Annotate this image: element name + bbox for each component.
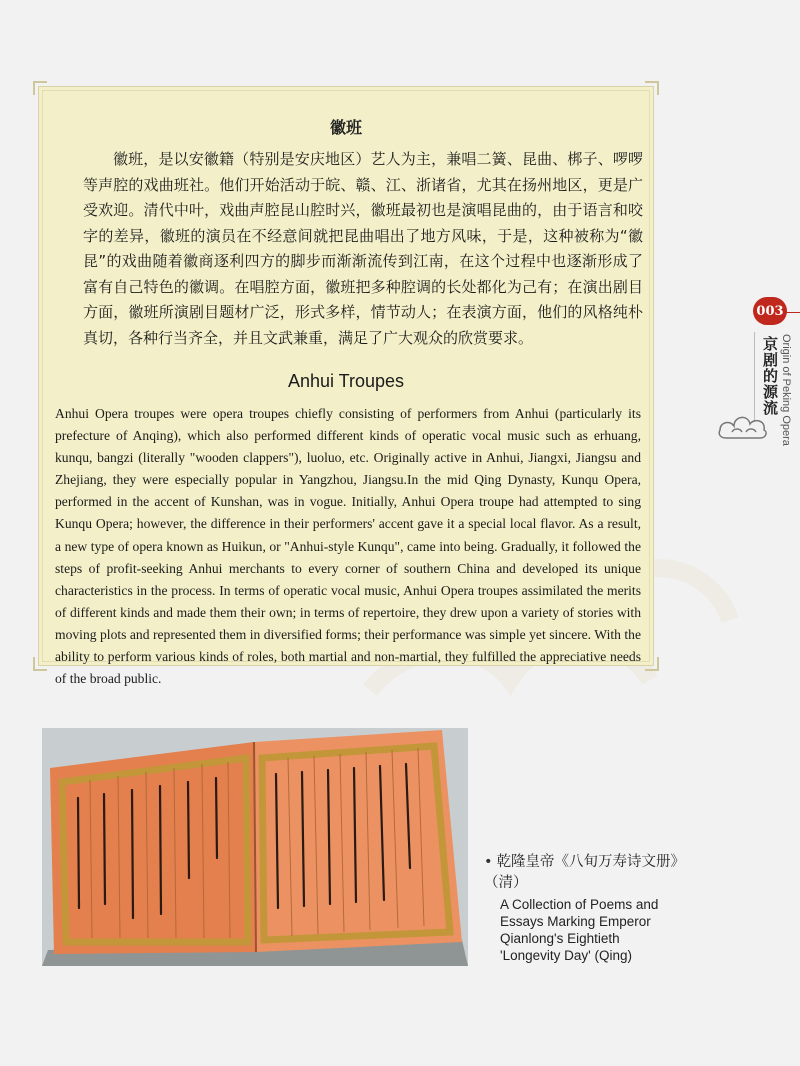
corner-ornament — [33, 657, 47, 671]
corner-ornament — [645, 657, 659, 671]
side-divider — [785, 312, 800, 313]
open-book-image — [42, 728, 468, 966]
cloud-ornament-icon — [716, 408, 772, 442]
corner-ornament — [33, 81, 47, 95]
english-heading: Anhui Troupes — [287, 371, 405, 391]
text-panel — [38, 86, 654, 687]
chinese-paragraph: 徽班，是以安徽籍（特别是安庆地区）艺人为主，兼唱二簧、昆曲、梆子、啰啰等声腔的戏曲班社。他们开始活动于皖、赣、江、浙诸省，尤其在扬州地区，更是广受欢迎。清代中叶，戏曲声腔昆山腔时兴，徽班最初也是演唱昆曲的，由于语言和咬字的差异，徽班的演员在不经意间就把昆曲唱出了地方风味，于是，这种被称为“徽昆”的戏曲随着徽商逐利四方的脚步而渐渐流传到江南，在这个过程中也逐渐形成了富有自己特色的徽调。在唱腔方面，徽班把多种腔调的长处都化为己有；在演出剧目方面，徽班所演剧目题材广泛，形式多样，情节动人；在表演方面，他们的风格纯朴真切，各种行当齐全，并且文武兼重，满足了广大观众的欣赏要求。 — [83, 150, 643, 347]
photo-caption-english: A Collection of Poems and Essays Marking Emperor Qianlong's Eightieth 'Longevity Day' (Qing) — [500, 897, 659, 963]
page-number-badge: 003 — [753, 297, 787, 325]
english-paragraph: Anhui Opera troupes were opera troupes chiefly consisting of performers from Anhui (particularly its prefecture of Anqing), which also performed different kinds of operatic vocal music such as erhuang, kunqu, bangzi (literally "wooden clappers"), luoluo, etc. Originally active in Anhui, Jiangxi, Jiangsu and Zhejiang, they were especially popular in Yangzhou, Jiangsu.In the mid Qing Dynasty, Kunqu Opera, performed in the accent of Kunshan, was in vogue. Initially, Anhui Opera troupe had attempted to sing Kunqu Opera; however, the difference in their performers' accent gave it a special local flavor. As a result, a new type of opera known as Huikun, or "Anhui-style Kunqu", came into being. Gradually, it followed the steps of profit-seeking Anhui merchants to every corner of southern China and developed its unique characteristics in the process. In terms of operatic vocal music, Anhui Opera troupes assimilated the merits of different kinds and made them their own; in terms of repertoire, they drew upon a variety of stories with moving plots and represented them in diversified forms; their performance was simple yet sincere. With the ability to perform various kinds of roles, both martial and non-martial, they fulfilled the appreciative needs of the broad public. — [55, 406, 641, 687]
chinese-heading: 徽班 — [329, 118, 362, 137]
chapter-label-english: Origin of Peking Opera — [780, 334, 792, 446]
caption-cn-text: 乾隆皇帝《八旬万寿诗文册》（清） — [484, 854, 686, 891]
photo-caption-chinese — [484, 852, 694, 894]
chapter-label-chinese: 京剧的源流 — [761, 336, 779, 416]
book-photo — [42, 728, 468, 966]
bullet-icon: • — [484, 854, 493, 870]
corner-ornament — [645, 81, 659, 95]
